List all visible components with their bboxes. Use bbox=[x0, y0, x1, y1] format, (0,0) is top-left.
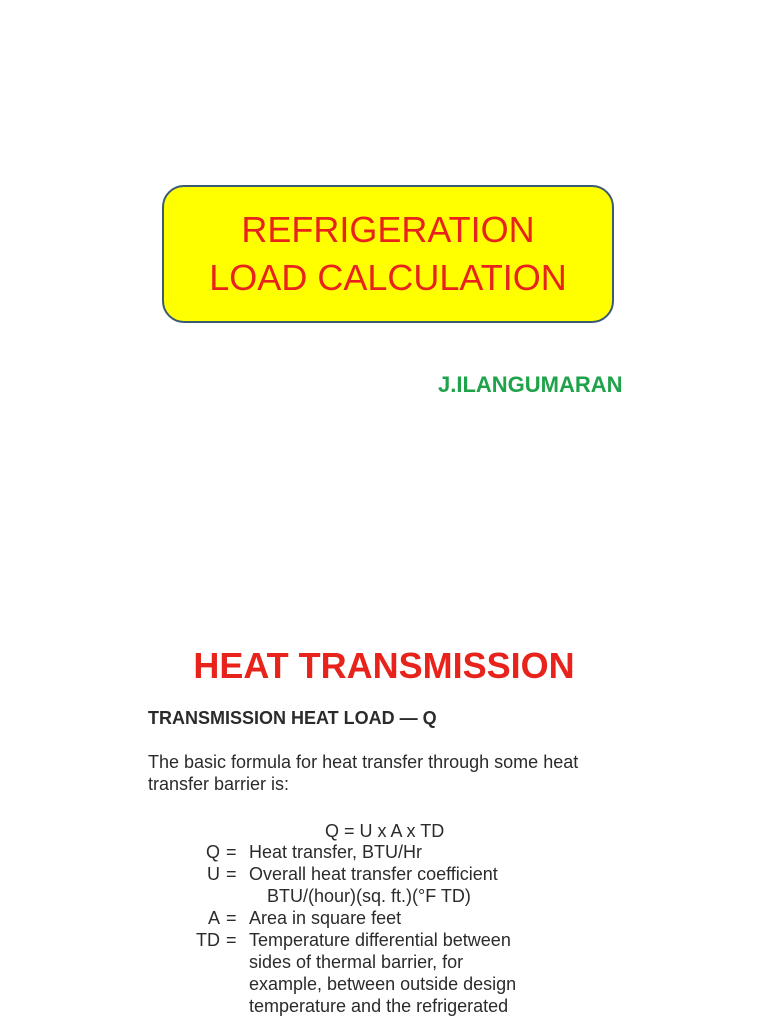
title-box bbox=[162, 185, 614, 323]
definition-equals: = bbox=[226, 864, 237, 884]
definition-row bbox=[148, 885, 708, 907]
definition-row bbox=[148, 973, 708, 995]
definition-text: Area in square feet bbox=[249, 908, 402, 928]
intro-line: The basic formula for heat transfer through some heat bbox=[148, 752, 579, 772]
title-line-1: REFRIGERATION bbox=[241, 209, 535, 250]
definition-row bbox=[148, 907, 708, 929]
definition-symbol: U bbox=[207, 864, 220, 884]
definition-symbol: A bbox=[207, 908, 220, 928]
definition-row bbox=[148, 929, 708, 951]
definitions-list bbox=[148, 841, 708, 1017]
definition-row bbox=[148, 863, 708, 885]
definition-text: Heat transfer, BTU/Hr bbox=[249, 842, 423, 862]
excerpt-intro bbox=[148, 751, 648, 795]
definition-text: example, between outside design bbox=[249, 974, 517, 994]
excerpt-subtitle: TRANSMISSION HEAT LOAD — Q bbox=[148, 708, 437, 728]
document-excerpt bbox=[148, 705, 708, 1016]
definition-equals: = bbox=[226, 908, 237, 928]
definition-symbol: Q bbox=[205, 842, 220, 862]
section-heading: HEAT TRANSMISSION bbox=[193, 645, 575, 686]
definition-symbol: TD bbox=[196, 930, 220, 950]
definition-equals: = bbox=[226, 930, 237, 950]
definition-text: BTU/(hour)(sq. ft.)(°F TD) bbox=[267, 886, 471, 906]
definition-text: Overall heat transfer coefficient bbox=[249, 864, 498, 884]
title-line-2: LOAD CALCULATION bbox=[209, 257, 567, 298]
definition-row bbox=[148, 841, 708, 863]
definition-text: sides of thermal barrier, for bbox=[249, 952, 464, 972]
definition-text: temperature and the refrigerated bbox=[249, 996, 509, 1016]
definition-equals: = bbox=[226, 842, 237, 862]
definition-row bbox=[148, 995, 708, 1017]
formula: Q = U x A x TD bbox=[325, 821, 445, 841]
intro-line: transfer barrier is: bbox=[148, 774, 290, 794]
author-name: J.ILANGUMARAN bbox=[438, 372, 623, 397]
definition-row bbox=[148, 951, 708, 973]
definition-text: Temperature differential between bbox=[249, 930, 511, 950]
